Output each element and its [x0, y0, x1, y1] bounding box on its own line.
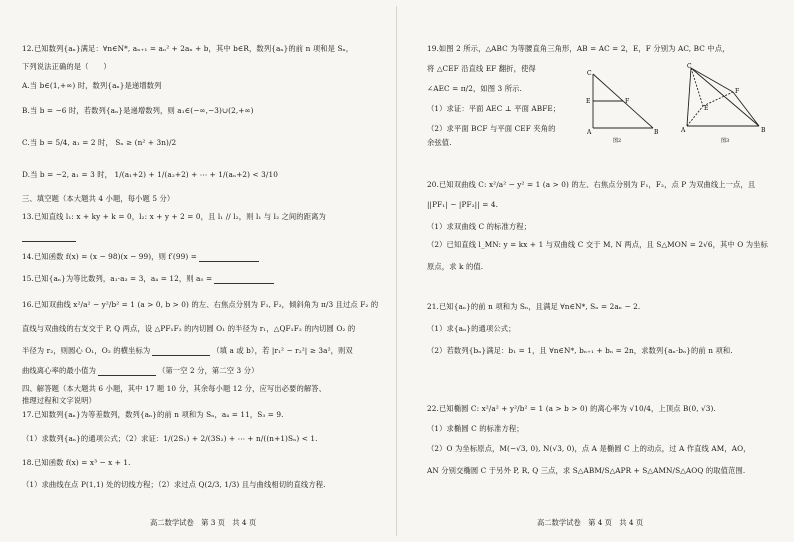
q22-stem: 22.已知椭圆 C: x²/a² + y²/b² = 1 (a > b > 0) 的离心率为 √10/4，上顶点 B(0, √3).	[427, 404, 716, 413]
q20-stem-cont: ||PF₁| − |PF₂|| = 4.	[427, 200, 499, 209]
fig2-label-f: F	[625, 98, 630, 105]
q18-stem: 18.已知函数 f(x) = x³ − x + 1.	[22, 458, 131, 467]
fig3-edge-ca	[687, 68, 691, 126]
fig2-label-e: E	[586, 98, 591, 105]
fig3-edge-fb	[733, 92, 759, 126]
q13-text: 13.已知直线 l₁: x + ky + k = 0，l₂: x + y + 2 = 0，且 l₁ // l₂，则 l₁ 与 l₂ 之间的距离为	[22, 212, 326, 221]
q14-row	[22, 252, 259, 262]
q12-option-b: B.当 b = −6 时，若数列{aₙ}是递增数列，则 a₁∈(−∞,−3)∪(2,+∞)	[22, 106, 254, 115]
fig3-caption: 图3	[721, 138, 730, 144]
q19-part-2: （2）求平面 BCF 与平面 CEF 夹角的	[427, 124, 556, 133]
q12-option-d: D.当 b = −2, a₁ = 3 时， 1/(a₁+2) + 1/(a₂+2) + ⋯ + 1/(aₙ+2) < 3/10	[22, 170, 278, 179]
q19-part-1: （1）求证：平面 AEC ⊥ 平面 ABFE；	[427, 104, 561, 113]
fig3-label-f: F	[735, 88, 740, 95]
q19-line-2: 将 △CEF 沿直线 EF 翻折，使得	[427, 64, 536, 73]
section-4-heading: 四、解答题（本大题共 6 小题，其中 17 题 10 分，其余每小题 12 分，应写出必要的解答、	[22, 384, 327, 393]
q12-stem: 12.已知数列{aₙ}满足：∀n∈N*, aₙ₊₁ = aₙ² + 2aₙ + b，其中 b∈R，数列{aₙ}的前 n 项和是 Sₙ，	[22, 44, 354, 53]
fig2-label-c: C	[587, 70, 592, 77]
q12-option-a: A.当 b∈(1,+∞) 时，数列{aₙ}是递增数列	[22, 81, 162, 90]
page-footer-left: 高二数学试卷 第 3 页 共 4 页	[150, 518, 257, 527]
q20-stem: 20.已知双曲线 C: x²/a² − y² = 1 (a > 0) 的左、右焦点分别为 F₁，F₂，点 P 为双曲线上一点，且	[427, 180, 756, 189]
q13-blank	[22, 232, 76, 242]
q20-part-2: （2）已知直线 l_MN: y = kx + 1 与双曲线 C 交于 M, N 两点，且 S△MON = 2√6，其中 O 为坐标	[427, 240, 768, 249]
q15-text: 15.已知{aₙ}为等比数列，a₁·a₃ = 3，a₄ = 12，则 a₅ =	[22, 274, 213, 283]
fig3-label-e: E	[704, 105, 709, 112]
q16-line-2: 直线与双曲线的右支交于 P, Q 两点，设 △PF₁F₂ 的内切圆 O₁ 的半径为 r₁，△QF₁F₂ 的内切圆 O₂ 的	[22, 324, 356, 333]
page-footer-right: 高二数学试卷 第 4 页 共 4 页	[537, 518, 644, 527]
q15-row	[22, 274, 274, 284]
q16-line-3: 半径为 r₂，则圆心 O₁，O₂ 的横坐标为 （填 a 或 b），若 |r₁² − r₂²| ≥ 3a²，则双	[22, 346, 353, 355]
section-3-heading: 三、填空题（本大题共 4 小题，每小题 5 分）	[22, 194, 175, 203]
q17-stem: 17.已知数列{aₙ}为等差数列，数列{aₙ}的前 n 项和为 Sₙ，a₄ = 11，S₃ = 9.	[22, 410, 284, 419]
q19-part-2-cont: 余弦值.	[427, 138, 452, 147]
fig3-edge-ef	[703, 92, 733, 106]
q20-part-2-cont: 原点，求 k 的值.	[427, 262, 484, 271]
figure-3	[679, 62, 775, 146]
q20-part-1: （1）求双曲线 C 的标准方程；	[427, 222, 532, 231]
fig3-edge-cb	[691, 68, 759, 126]
section-4-heading-cont: 推理过程和文字说明）	[22, 396, 96, 405]
fig2-label-b: B	[654, 129, 659, 136]
fig3-label-a: A	[681, 127, 686, 134]
q12-option-c: C.当 b = 5/4, a₁ = 2 时， Sₙ ≥ (n² + 3n)/2	[22, 138, 177, 147]
fig2-caption: 图2	[613, 138, 622, 144]
q12-prompt: 下列说法正确的是（ ）	[22, 62, 111, 71]
fig2-label-a: A	[587, 129, 592, 136]
page-4	[397, 0, 794, 542]
q21-part-1: （1）求{aₙ}的通项公式；	[427, 324, 516, 333]
q21-part-2: （2）若数列{bₙ}满足：b₁ = 1，且 ∀n∈N*, bₙ₊₁ + bₙ = 2n，求数列{aₙ·bₙ}的前 n 项和.	[427, 346, 733, 355]
q19-line-1: 19.如图 2 所示，△ABC 为等腰直角三角形，AB = AC = 2，E，F 分别为 AC, BC 中点，	[427, 44, 730, 53]
fig3-label-c: C	[687, 63, 692, 70]
q18-parts: （1）求曲线在点 P(1,1) 处的切线方程；（2）求过点 Q(2/3, 1/3) 且与曲线相切的直线方程.	[22, 480, 326, 489]
q17-parts: （1）求数列{aₙ}的通项公式；（2）求证：1/(2S₁) + 2/(3S₂) + ⋯ + n/((n+1)Sₙ) < 1.	[22, 434, 318, 443]
q16-line-4: 曲线离心率的最小值为 （第一空 2 分，第二空 3 分）	[22, 366, 259, 375]
fig3-edge-ae	[687, 106, 703, 126]
q22-part-2: （2）O 为坐标原点，M(−√3, 0), N(√3, 0)，点 A 是椭圆 C 上的动点，过 A 作直线 AM，AO，	[427, 444, 751, 453]
figure-2	[583, 66, 663, 144]
q14-text: 14.已知函数 f(x) = (x − 98)(x − 99)，则 f′(99) =	[22, 252, 197, 261]
q22-part-2-cont: AN 分别交椭圆 C 于另外 P, R, Q 三点，求 S△ABM/S△APR + S△AMN/S△AOQ 的取值范围.	[427, 466, 746, 475]
q19-line-3: ∠AEC = π/2，如图 3 所示.	[427, 84, 522, 93]
q21-stem: 21.已知{aₙ}的前 n 项和为 Sₙ，且满足 ∀n∈N*, Sₙ = 2aₙ − 2.	[427, 302, 641, 311]
fig3-label-b: B	[761, 127, 766, 134]
q22-part-1: （1）求椭圆 C 的标准方程；	[427, 424, 524, 433]
q16-line-1: 16.已知双曲线 x²/a² − y²/b² = 1 (a > 0, b > 0) 的左、右焦点分别为 F₁, F₂，倾斜角为 π/3 且过点 F₂ 的	[22, 300, 379, 309]
